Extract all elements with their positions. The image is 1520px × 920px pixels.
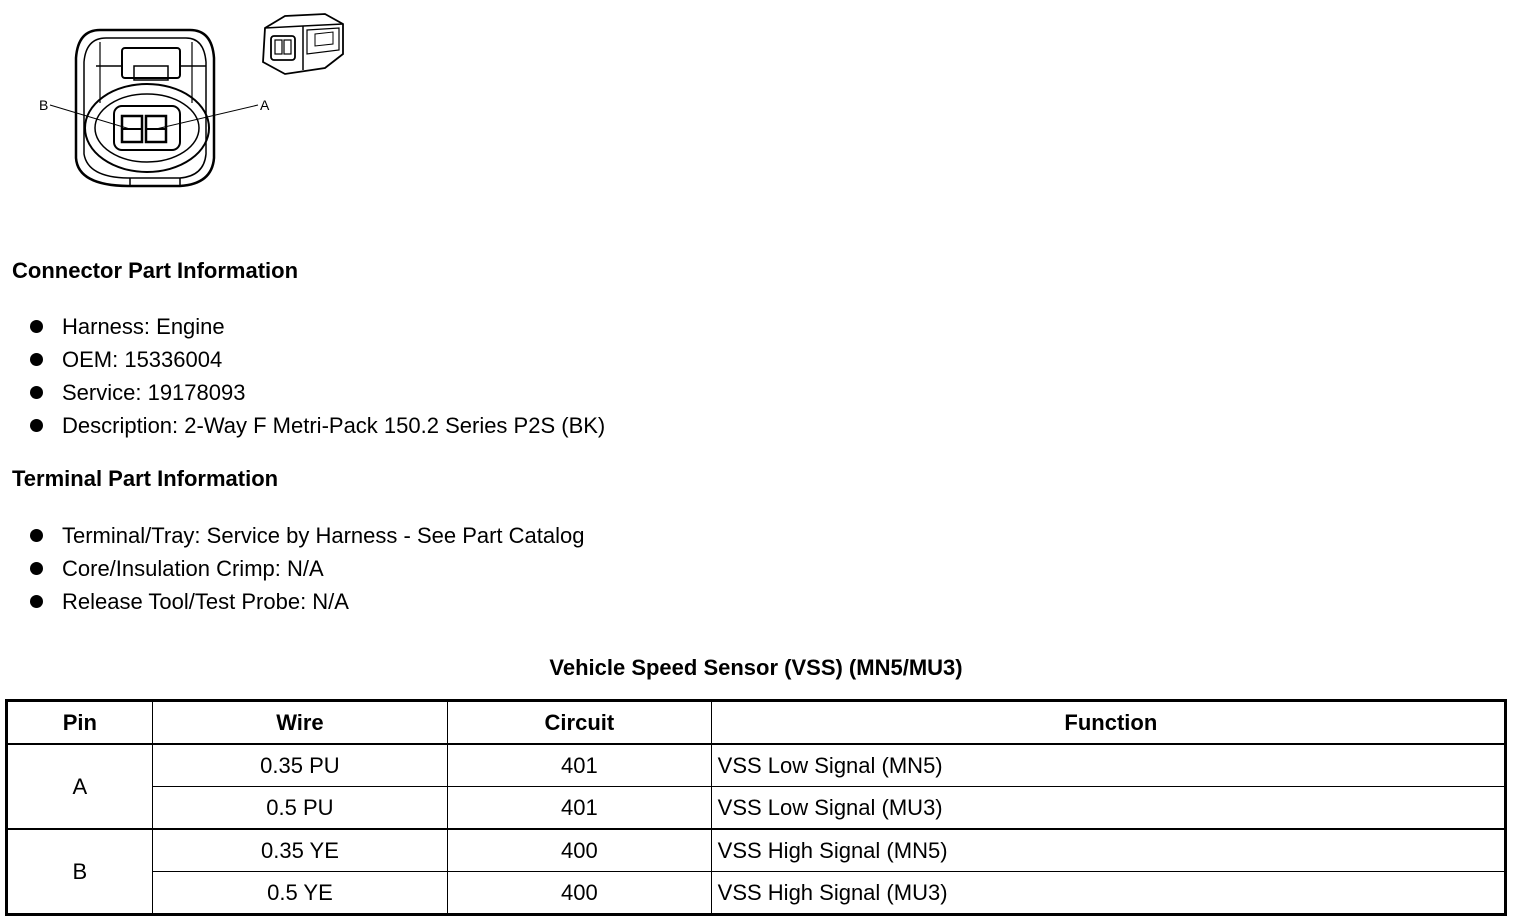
- connector-section-title: Connector Part Information: [12, 258, 299, 283]
- circuit-cell: 400: [448, 872, 712, 915]
- bullet-icon: [30, 419, 43, 432]
- table-row: [7, 872, 1506, 915]
- list-item: Terminal/Tray: Service by Harness - See Part Catalog: [30, 519, 585, 552]
- list-item: OEM: 15336004: [30, 343, 605, 376]
- bullet-icon: [30, 386, 43, 399]
- list-item: Core/Insulation Crimp: N/A: [30, 552, 585, 585]
- circuit-cell: 401: [448, 787, 712, 830]
- function-cell: VSS High Signal (MN5): [711, 829, 1505, 872]
- terminal-info-list: [30, 519, 585, 618]
- list-item: Service: 19178093: [30, 376, 605, 409]
- wire-cell: 0.35 PU: [152, 744, 447, 787]
- table-row: [7, 744, 1506, 787]
- bullet-icon: [30, 320, 43, 333]
- header-wire: Wire: [152, 701, 447, 745]
- list-item: Harness: Engine: [30, 310, 605, 343]
- pinout-table: [5, 699, 1507, 916]
- function-cell: VSS High Signal (MU3): [711, 872, 1505, 915]
- circuit-cell: 400: [448, 829, 712, 872]
- list-item: Release Tool/Test Probe: N/A: [30, 585, 585, 618]
- connector-info-list: [30, 310, 605, 442]
- circuit-cell: 401: [448, 744, 712, 787]
- table-title: Vehicle Speed Sensor (VSS) (MN5/MU3): [549, 655, 963, 680]
- pin-label-b: B: [39, 97, 49, 113]
- wire-cell: 0.5 YE: [152, 872, 447, 915]
- bullet-icon: [30, 353, 43, 366]
- table-header-row: [7, 701, 1506, 745]
- bullet-icon: [30, 595, 43, 608]
- pin-cell: B: [7, 829, 153, 915]
- terminal-section-title: Terminal Part Information: [12, 466, 279, 491]
- wire-cell: 0.35 YE: [152, 829, 447, 872]
- function-cell: VSS Low Signal (MU3): [711, 787, 1505, 830]
- header-function: Function: [711, 701, 1505, 745]
- pin-label-a: A: [260, 97, 270, 113]
- table-row: [7, 829, 1506, 872]
- list-item: Description: 2-Way F Metri-Pack 150.2 Series P2S (BK): [30, 409, 605, 442]
- connector-face-diagram: [30, 8, 290, 193]
- function-cell: VSS Low Signal (MN5): [711, 744, 1505, 787]
- wire-cell: 0.5 PU: [152, 787, 447, 830]
- pin-cell: A: [7, 744, 153, 829]
- connector-thumbnail-icon: [255, 10, 355, 80]
- bullet-icon: [30, 562, 43, 575]
- table-row: [7, 787, 1506, 830]
- bullet-icon: [30, 529, 43, 542]
- header-pin: Pin: [7, 701, 153, 745]
- header-circuit: Circuit: [448, 701, 712, 745]
